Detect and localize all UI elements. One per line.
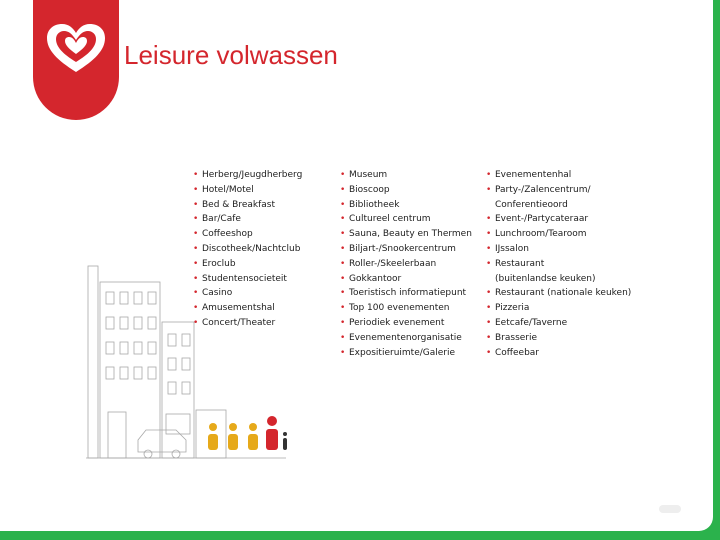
bullet-icon: • (486, 170, 492, 180)
list-item-label: Toeristisch informatiepunt (349, 288, 467, 299)
bullet-icon: • (486, 214, 492, 225)
list-item (193, 286, 302, 301)
list-item-label: Bioscoop (349, 184, 390, 195)
bullet-icon: • (340, 347, 346, 358)
list-item-label: Coffeeshop (202, 229, 253, 240)
list-item-label: Eetcafe/Taverne (495, 317, 568, 328)
list-item-label: Coffeebar (495, 347, 539, 358)
list-item-label: Periodiek evenement (349, 317, 445, 328)
bullet-icon: • (193, 199, 199, 210)
list-item (193, 212, 302, 227)
list-item-label: Restaurant (nationale keuken) (495, 288, 632, 299)
list-item-label: Studentensocieteit (202, 273, 287, 284)
list-item-label: Amusementshal (202, 303, 275, 314)
bullet-icon: • (193, 317, 199, 328)
list-item (340, 286, 472, 301)
bullet-icon: • (193, 184, 199, 195)
bullet-icon: • (193, 229, 199, 240)
bullet-icon: • (486, 243, 492, 254)
list-item (340, 301, 472, 316)
list-item (486, 227, 631, 242)
bullet-icon: • (486, 332, 492, 343)
bullet-icon: • (340, 170, 346, 180)
list-item-label: Discotheek/Nachtclub (202, 243, 301, 254)
list-item-label: Bibliotheek (349, 199, 400, 210)
list-item-label: Restaurant (495, 258, 545, 269)
list-item-label: (buitenlandse keuken) (495, 273, 596, 284)
list-item (340, 316, 472, 331)
list-item (486, 242, 631, 257)
list-item-label: Bar/Cafe (202, 214, 241, 225)
list-item (486, 257, 631, 287)
list-item (340, 331, 472, 346)
list-item (486, 316, 631, 331)
bullet-icon: • (193, 303, 199, 314)
bullet-icon: • (486, 288, 492, 299)
bullet-icon: • (486, 258, 492, 269)
bullet-icon: • (340, 199, 346, 210)
bullet-icon: • (340, 214, 346, 225)
bullet-icon: • (193, 288, 199, 299)
bullet-icon: • (340, 317, 346, 328)
list-item-label: Hotel/Motel (202, 184, 254, 195)
list-item (340, 242, 472, 257)
list-item-label: Top 100 evenementen (349, 303, 450, 314)
bullet-icon: • (486, 303, 492, 314)
slide-title: Leisure volwassen (124, 40, 338, 70)
list-item (486, 286, 631, 301)
list-item-label: Pizzeria (495, 303, 530, 314)
list-item-label: Cultureel centrum (349, 214, 431, 225)
bullet-icon: • (193, 170, 199, 180)
list-item (193, 301, 302, 316)
bullet-icon: • (340, 229, 346, 240)
bullet-icon: • (340, 243, 346, 254)
list-item-label: Evenementenhal (495, 170, 572, 180)
list-item (193, 168, 302, 183)
list-item (193, 257, 302, 272)
list-item (340, 227, 472, 242)
list-item (486, 331, 631, 346)
list-item (486, 212, 631, 227)
bullet-icon: • (486, 229, 492, 240)
list-item-label: Conferentieoord (495, 199, 568, 210)
list-item-label: Brasserie (495, 332, 538, 343)
list-item (340, 257, 472, 272)
list-item (193, 198, 302, 213)
list-item-label: Event-/Partycateraar (495, 214, 589, 225)
list-item (193, 183, 302, 198)
list-item-label: Party-/Zalencentrum/ (495, 184, 591, 195)
bullet-icon: • (340, 258, 346, 269)
heart-brand-logo-icon (43, 20, 109, 76)
list-item (340, 168, 472, 183)
list-item (193, 242, 302, 257)
list-item (486, 183, 631, 213)
list-item-label: Casino (202, 288, 233, 299)
list-item (193, 272, 302, 287)
list-item-label: Concert/Theater (202, 317, 276, 328)
list-item (486, 346, 631, 361)
list-item (340, 272, 472, 287)
list-item (340, 212, 472, 227)
list-item-label: Roller-/Skeelerbaan (349, 258, 437, 269)
column-accommodation-nightlife (193, 168, 302, 331)
bullet-icon: • (193, 243, 199, 254)
bullet-icon: • (193, 273, 199, 284)
list-item-label: Bed & Breakfast (202, 199, 276, 210)
decorative-corner-mark (659, 505, 681, 513)
list-item-label: Eroclub (202, 258, 236, 269)
list-item (486, 301, 631, 316)
list-item (486, 168, 631, 183)
list-item-label: Expositieruimte/Galerie (349, 347, 456, 358)
bullet-icon: • (193, 214, 199, 225)
list-item-label: Lunchroom/Tearoom (495, 229, 587, 240)
list-item (340, 346, 472, 361)
bullet-icon: • (486, 347, 492, 358)
list-item (193, 227, 302, 242)
brand-logo-tab (33, 0, 119, 120)
column-events-food (486, 168, 631, 360)
bullet-icon: • (340, 303, 346, 314)
list-item-label: Biljart-/Snookercentrum (349, 243, 456, 254)
bullet-icon: • (486, 317, 492, 328)
list-item (340, 198, 472, 213)
list-item-label: Herberg/Jeugdherberg (202, 170, 303, 180)
column-culture-recreation (340, 168, 472, 360)
bullet-icon: • (193, 258, 199, 269)
list-item (340, 183, 472, 198)
list-item (193, 316, 302, 331)
bullet-icon: • (340, 332, 346, 343)
list-item-label: IJssalon (495, 243, 529, 254)
bullet-icon: • (340, 273, 346, 284)
bullet-icon: • (340, 288, 346, 299)
bullet-icon: • (340, 184, 346, 195)
list-item-label: Sauna, Beauty en Thermen (349, 229, 472, 240)
list-item-label: Museum (349, 170, 388, 180)
bullet-icon: • (486, 184, 492, 195)
list-item-label: Evenementenorganisatie (349, 332, 462, 343)
list-item-label: Gokkantoor (349, 273, 402, 284)
